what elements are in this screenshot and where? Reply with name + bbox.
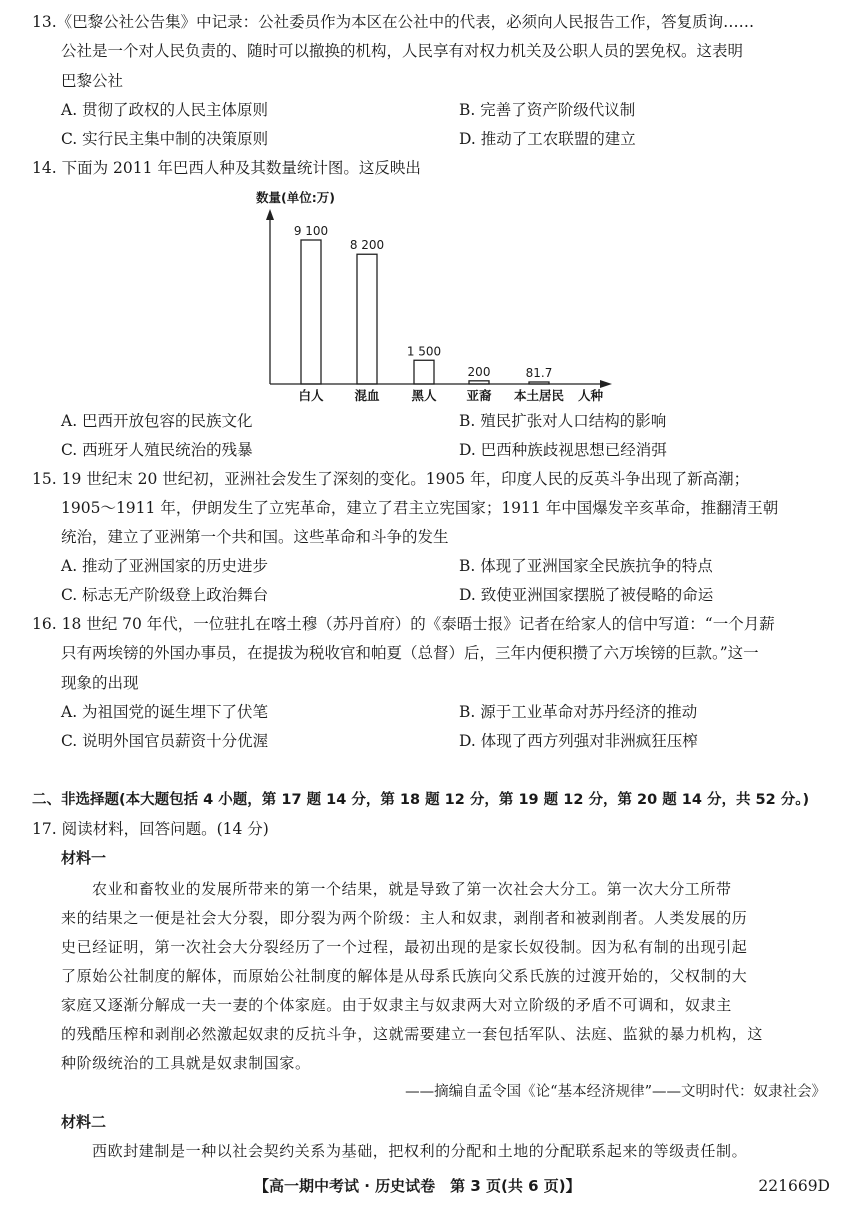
material-1-line-2: 来的结果之一便是社会大分裂，即分裂为两个阶级：主人和奴隶，剥削者和被剥削者。人类发展的历 xyxy=(61,909,748,927)
material-1-line-7: 种阶级统治的工具就是奴隶制国家。 xyxy=(61,1054,311,1072)
q16-stem-line-1: 16. 18 世纪 70 年代，一位驻扎在喀土穆（苏丹首府）的《泰晤士报》记者在给家人的信中写道：“一个月薪 xyxy=(32,615,775,633)
material-1-source: ——摘编自孟令国《论“基本经济规律”——文明时代：奴隶社会》 xyxy=(405,1084,826,1100)
q14-option-b: B. 殖民扩张对人口结构的影响 xyxy=(459,412,667,430)
q13-option-b: B. 完善了资产阶级代议制 xyxy=(459,101,636,119)
q14-option-d: D. 巴西种族歧视思想已经消弭 xyxy=(459,441,667,459)
value-label-5: 81.7 xyxy=(525,366,553,380)
chart-value-labels xyxy=(294,224,553,380)
material-1-line-3: 史已经证明，第一次社会大分裂经历了一个过程，最初出现的是家长奴役制。因为私有制的出现引起 xyxy=(61,938,748,956)
q13-stem-line-3: 巴黎公社 xyxy=(61,72,124,90)
q15-stem-line-2: 1905～1911 年，伊朗发生了立宪革命，建立了君主立宪国家；1911 年中国爆发辛亥革命，推翻清王朝 xyxy=(61,499,779,517)
y-axis-arrow xyxy=(266,209,274,220)
q13-option-a: A. 贯彻了政权的人民主体原则 xyxy=(61,101,269,119)
category-label-2: 混血 xyxy=(354,388,380,403)
section-2-heading: 二、非选择题(本大题包括 4 小题，第 17 题 14 分，第 18 题 12 分，第 19 题 12 分，第 20 题 14 分，共 52 分。) xyxy=(32,792,810,808)
material-1-line-1: 农业和畜牧业的发展所带来的第一个结果，就是导致了第一次社会大分工。第一次大分工所带 xyxy=(92,880,732,898)
value-label-4: 200 xyxy=(467,364,491,379)
material-2-line-1: 西欧封建制是一种以社会契约关系为基础，把权利的分配和土地的分配联系起来的等级责任制。 xyxy=(92,1142,748,1160)
material-2-title: 材料二 xyxy=(61,1113,107,1131)
material-1-title: 材料一 xyxy=(61,849,107,867)
chart-category-labels xyxy=(298,388,564,403)
q16-stem-line-3: 现象的出现 xyxy=(61,674,139,692)
q16-option-c: C. 说明外国官员薪资十分优渥 xyxy=(61,732,269,750)
footer-paper-code: 221669D xyxy=(758,1177,830,1195)
category-label-5: 本土居民 xyxy=(513,388,565,403)
category-label-4: 亚裔 xyxy=(466,388,492,403)
q15-option-c: C. 标志无产阶级登上政治舞台 xyxy=(61,586,269,604)
value-label-1: 9 100 xyxy=(293,224,329,238)
q15-option-b: B. 体现了亚洲国家全民族抗争的特点 xyxy=(459,557,713,575)
bar-2 xyxy=(357,254,377,384)
material-1-line-5: 家庭又逐渐分解成一夫一妻的个体家庭。由于奴隶主与奴隶两大对立阶级的矛盾不可调和，奴隶主 xyxy=(61,996,732,1014)
q13-option-c: C. 实行民主集中制的决策原则 xyxy=(61,130,269,148)
q17-stem: 17. 阅读材料，回答问题。(14 分) xyxy=(32,820,269,838)
q15-stem-line-1: 15. 19 世纪末 20 世纪初，亚洲社会发生了深刻的变化。1905 年，印度人民的反英斗争出现了新高潮； xyxy=(32,470,750,488)
q13-option-d: D. 推动了工农联盟的建立 xyxy=(459,130,636,148)
q15-option-d: D. 致使亚洲国家摆脱了被侵略的命运 xyxy=(459,586,714,604)
q16-option-a: A. 为祖国党的诞生埋下了伏笔 xyxy=(61,703,269,721)
q16-stem-line-2: 只有两埃镑的外国办事员，在提拔为税收官和帕夏（总督）后，三年内便积攒了六万埃镑的巨款。”这一 xyxy=(61,644,759,662)
q14-option-a: A. 巴西开放包容的民族文化 xyxy=(61,412,253,430)
q14-option-c: C. 西班牙人殖民统治的残暴 xyxy=(61,441,253,459)
q13-stem-line-2: 公社是一个对人民负责的、随时可以撤换的机构，人民享有对权力机关及公职人员的罢免权。这表明 xyxy=(61,42,744,60)
population-bar-chart xyxy=(250,180,630,408)
q14-stem: 14. 下面为 2011 年巴西人种及其数量统计图。这反映出 xyxy=(32,159,421,177)
chart-bars xyxy=(301,240,549,384)
x-axis-label: 人种 xyxy=(578,388,604,403)
q15-stem-line-3: 统治，建立了亚洲第一个共和国。这些革命和斗争的发生 xyxy=(61,528,449,546)
bar-3 xyxy=(414,360,434,384)
bar-1 xyxy=(301,240,321,384)
category-label-1: 白人 xyxy=(298,388,324,403)
value-label-3: 1 500 xyxy=(406,344,442,359)
x-axis-arrow xyxy=(600,380,612,388)
q13-stem-line-1: 13.《巴黎公社公告集》中记录：公社委员作为本区在公社中的代表，必须向人民报告工作，答复质询…… xyxy=(32,13,755,31)
material-1-line-4: 了原始公社制度的解体，而原始公社制度的解体是从母系氏族向父系氏族的过渡开始的，父权制的大 xyxy=(61,967,748,985)
footer-page-title: 【高一期中考试 · 历史试卷 第 3 页(共 6 页)】 xyxy=(254,1177,581,1195)
q16-option-d: D. 体现了西方列强对非洲疯狂压榨 xyxy=(459,732,698,750)
y-axis-label: 数量(单位:万) xyxy=(256,190,335,205)
q15-option-a: A. 推动了亚洲国家的历史进步 xyxy=(61,557,269,575)
material-1-line-6: 的残酷压榨和剥削必然激起奴隶的反抗斗争，这就需要建立一套包括军队、法庭、监狱的暴力机构，这 xyxy=(61,1025,764,1043)
q16-option-b: B. 源于工业革命对苏丹经济的推动 xyxy=(459,703,698,721)
value-label-2: 8 200 xyxy=(349,238,385,253)
category-label-3: 黑人 xyxy=(411,388,437,403)
